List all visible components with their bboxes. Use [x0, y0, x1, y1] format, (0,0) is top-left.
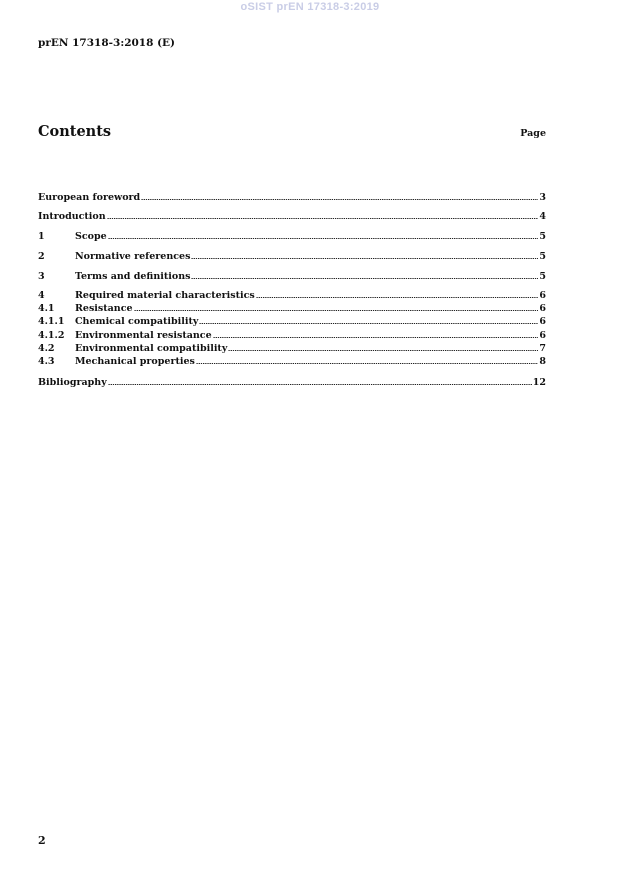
- toc-entry-page: 5: [539, 231, 546, 242]
- toc-entry-normative-references[interactable]: [38, 250, 546, 263]
- toc-entry-number: 4.2: [38, 343, 55, 354]
- toc-entry-page: 7: [539, 343, 546, 354]
- toc-dot-leader: [191, 257, 538, 260]
- toc-entry-environmental-compatibility[interactable]: [38, 342, 546, 355]
- toc-entry-resistance[interactable]: [38, 302, 546, 315]
- toc-entry-terms-and-definitions[interactable]: [38, 270, 546, 283]
- toc-entry-number: 4.1: [38, 303, 55, 314]
- toc-entry-introduction[interactable]: [38, 210, 546, 223]
- page-column-label: Page: [520, 128, 546, 139]
- toc-dot-leader: [107, 217, 539, 220]
- toc-entry-page: 4: [539, 211, 546, 222]
- toc-entry-title: European foreword: [38, 192, 141, 203]
- toc-entry-environmental-resistance[interactable]: [38, 329, 546, 342]
- toc-entry-title: Resistance: [75, 303, 133, 314]
- toc-entry-page: 3: [539, 192, 546, 203]
- contents-heading: Contents: [38, 123, 112, 140]
- toc-entry-mechanical-properties[interactable]: [38, 355, 546, 368]
- page-number: 2: [38, 834, 46, 847]
- toc-dot-leader: [108, 383, 532, 386]
- toc-dot-leader: [199, 322, 538, 325]
- toc-entry-title: Bibliography: [38, 377, 107, 388]
- toc-dot-leader: [196, 362, 539, 365]
- toc-entry-title: Environmental resistance: [75, 330, 212, 341]
- toc-entry-page: 6: [539, 330, 546, 341]
- toc-dot-leader: [134, 309, 539, 312]
- watermark: oSIST prEN 17318-3:2019: [240, 1, 380, 13]
- toc-entry-page: 6: [539, 303, 546, 314]
- toc-entry-title: Introduction: [38, 211, 106, 222]
- toc-dot-leader: [191, 277, 538, 280]
- toc-entry-number: 4.1.1: [38, 316, 65, 327]
- toc-entry-title: Chemical compatibility: [75, 316, 199, 327]
- toc-entry-title: Mechanical properties: [75, 356, 195, 367]
- toc-entry-chemical-compatibility[interactable]: [38, 315, 546, 328]
- toc-entry-number: 2: [38, 251, 45, 262]
- toc-entry-number: 4.1.2: [38, 330, 65, 341]
- toc-dot-leader: [228, 349, 538, 352]
- toc-entry-page: 5: [539, 251, 546, 262]
- toc-entry-bibliography[interactable]: [38, 376, 546, 389]
- toc-entry-number: 1: [38, 231, 45, 242]
- toc-dot-leader: [256, 296, 539, 299]
- toc-entry-number: 4: [38, 290, 45, 301]
- toc-entry-title: Terms and definitions: [75, 271, 191, 282]
- toc-entry-page: 6: [539, 290, 546, 301]
- toc-entry-number: 4.3: [38, 356, 55, 367]
- toc-entry-scope[interactable]: [38, 230, 546, 243]
- toc-entry-european-foreword[interactable]: [38, 191, 546, 204]
- toc-dot-leader: [108, 237, 539, 240]
- toc-dot-leader: [141, 198, 538, 201]
- toc-entry-page: 8: [539, 356, 546, 367]
- toc-entry-title: Normative references: [75, 251, 191, 262]
- toc-entry-required-material-characteristics[interactable]: [38, 289, 546, 302]
- toc-entry-title: Scope: [75, 231, 107, 242]
- toc-entry-page: 12: [532, 377, 546, 388]
- document-id: prEN 17318-3:2018 (E): [38, 37, 176, 49]
- toc-entry-page: 6: [539, 316, 546, 327]
- toc-entry-title: Required material characteristics: [75, 290, 255, 301]
- toc-entry-page: 5: [539, 271, 546, 282]
- toc-entry-number: 3: [38, 271, 45, 282]
- toc-dot-leader: [213, 336, 539, 339]
- toc-entry-title: Environmental compatibility: [75, 343, 228, 354]
